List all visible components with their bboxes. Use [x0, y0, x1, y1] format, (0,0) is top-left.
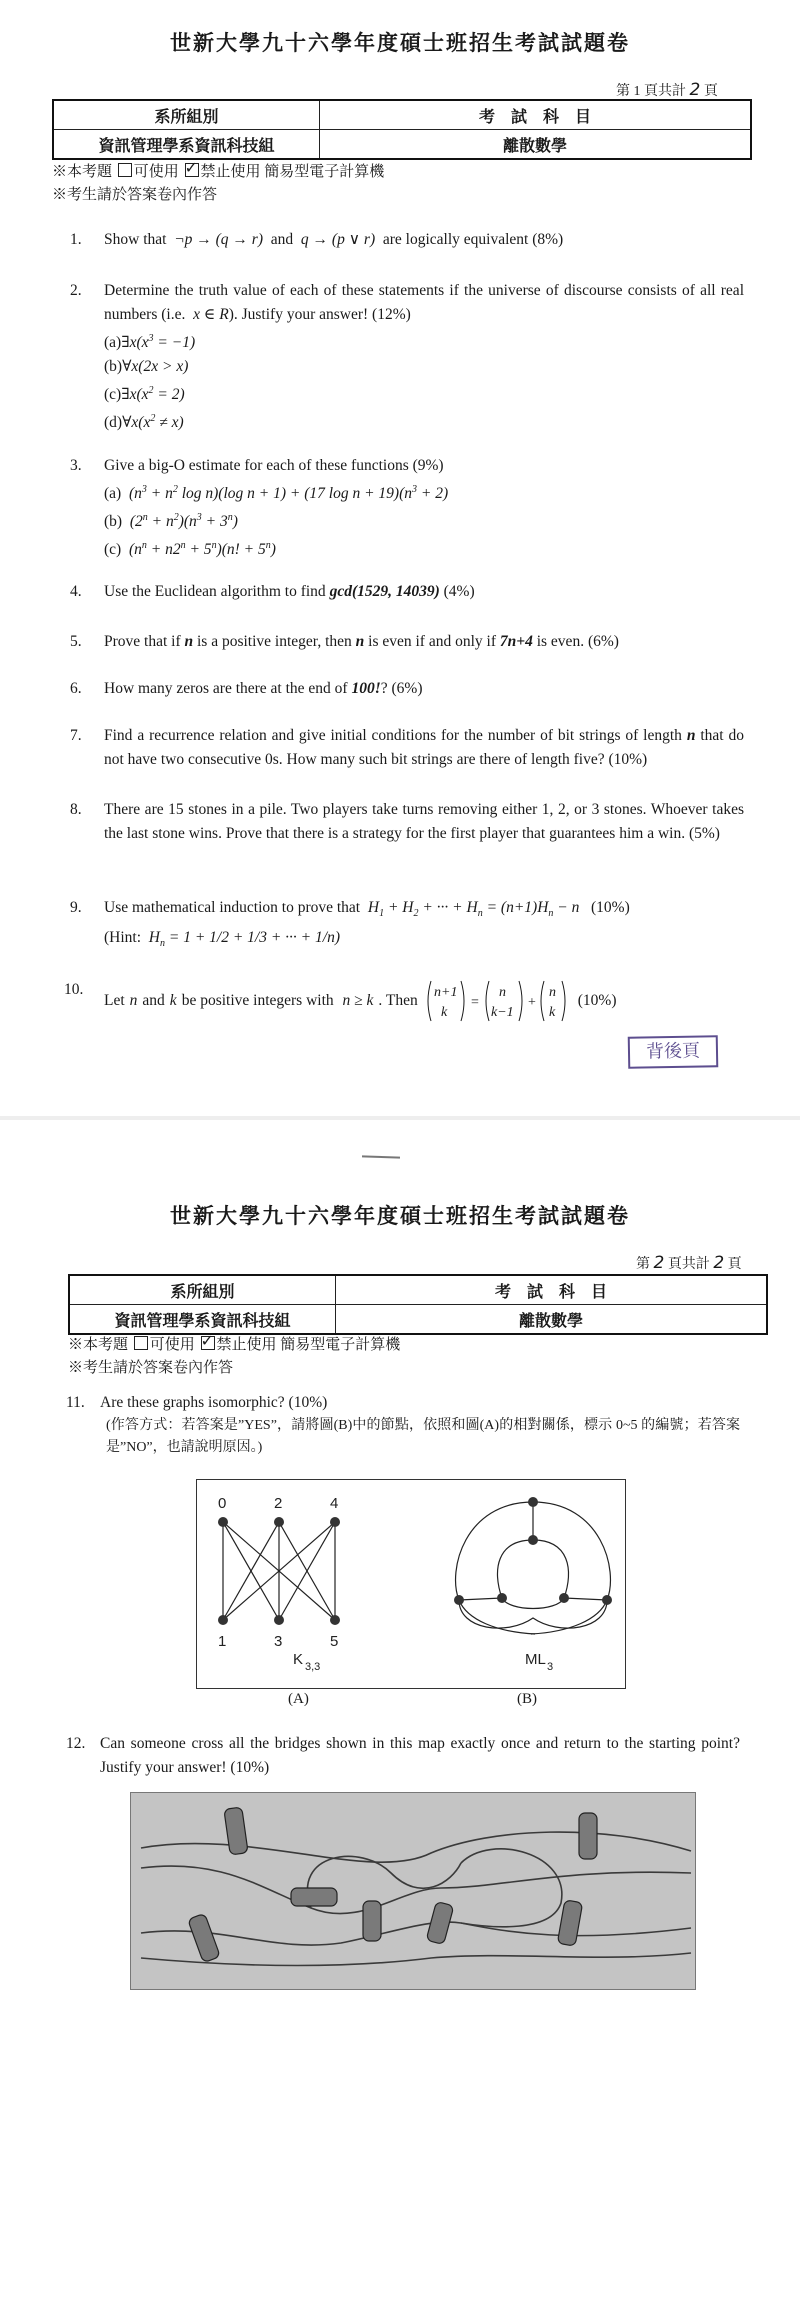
q4-points: (4%): [443, 583, 475, 600]
q1-text-b: and: [270, 231, 294, 248]
hint-label: (Hint:: [104, 929, 142, 947]
part-label: (b): [104, 513, 123, 531]
svg-text:k−1: k−1: [490, 1005, 514, 1020]
svg-text:k: k: [440, 1005, 447, 1020]
q11-text: Are these graphs isomorphic? (10%): [100, 1394, 328, 1411]
question-6: [72, 677, 744, 701]
ml3-label: ML: [525, 1651, 546, 1668]
part-label: (a): [104, 485, 122, 503]
node: [330, 1517, 340, 1527]
calculator-label: 簡易型電子計算機: [280, 1337, 401, 1353]
q7-text-b: that do not have two consecutive 0s. How many such bit strings are there of length five? (10%): [104, 727, 745, 768]
q1-text-c: are logically equivalent (8%): [382, 231, 564, 248]
answer-sheet-note: ※考生請於答案卷內作答: [52, 187, 218, 203]
department-value: 資訊管理學系資訊科技組: [53, 130, 320, 160]
exam-info-table: [68, 1274, 768, 1335]
note-prefix: ※本考題: [68, 1337, 129, 1353]
node: [218, 1615, 228, 1625]
subject-value: 離散數學: [336, 1305, 768, 1335]
exam-page-2: [0, 1120, 800, 2300]
node: [274, 1615, 284, 1625]
question-number: 6.: [70, 680, 82, 697]
part-label: (b): [104, 358, 123, 376]
part-label: (a): [104, 334, 122, 352]
node: [218, 1517, 228, 1527]
question-11: [68, 1391, 740, 1459]
node-label: 0: [218, 1495, 227, 1512]
scan-mark: [362, 1155, 400, 1158]
edge: [502, 1598, 564, 1609]
ml3-edges: [456, 1502, 611, 1634]
exam-title: 世新大學九十六學年度碩士班招生考試試題卷: [170, 31, 630, 55]
question-3: [72, 454, 744, 562]
q11-instructions: (作答方式：若答案是”YES”，請將圖(B)中的節點，依照和圖(A)的相對關係，標示 0~5 的編號；若答案是”NO”，也請說明原因。): [106, 1418, 740, 1455]
q5-expr: 7n+4: [499, 633, 533, 650]
node: [559, 1593, 569, 1603]
question-8: [72, 798, 744, 846]
q2-part-a: $(a)\exists x(x^3 = -1)$: [104, 333, 196, 352]
q10-text-d: . Then: [378, 992, 418, 1009]
allowed-checkbox: [118, 163, 132, 177]
node-label: 4: [330, 1495, 339, 1512]
page-total: 2: [689, 80, 701, 100]
q10-text-b: and: [142, 992, 165, 1009]
subject-header: 考 試 科 目: [336, 1275, 768, 1305]
forbidden-label: 禁止使用: [216, 1337, 277, 1353]
part-label: (c): [104, 541, 122, 559]
q5-var: n: [355, 633, 365, 650]
q10-text-c: be positive integers with: [181, 992, 334, 1009]
node: [454, 1595, 464, 1605]
bridge: [363, 1901, 381, 1941]
question-1: 1. Show that ¬p → (q → r) and q → (p ∨ r) are logically equivalent (8%): [72, 228, 744, 252]
node-label: 2: [274, 1495, 283, 1512]
forbidden-checkbox: [185, 163, 199, 177]
dept-header: 系所組別: [53, 100, 320, 130]
page-mid: 頁共計: [667, 1257, 710, 1272]
page-mid: 頁共計: [644, 84, 686, 99]
note-prefix: ※本考題: [52, 164, 113, 180]
page-prefix: 第: [616, 84, 630, 99]
page-number: [616, 80, 718, 100]
graphs-svg: [197, 1480, 625, 1688]
konigsberg-bridges-map: [130, 1792, 696, 1990]
q2-part-b: (b)∀x(2x > x): [104, 358, 189, 376]
svg-text:+: +: [527, 995, 536, 1010]
exam-page-1: [0, 0, 800, 1118]
q7-var: n: [686, 727, 696, 744]
edge: [497, 1540, 533, 1598]
dept-header: 系所組別: [69, 1275, 336, 1305]
edge: [459, 1600, 607, 1628]
q12-text: Can someone cross all the bridges shown in this map exactly once and return to the starting point? Justify your answer! (10%): [100, 1735, 740, 1776]
bridge: [291, 1888, 337, 1906]
node: [528, 1497, 538, 1507]
question-7: [72, 724, 744, 772]
q5-text-c: is even if and only if: [368, 633, 497, 650]
k33-subscript: 3,3: [305, 1661, 321, 1673]
answer-sheet-note: ※考生請於答案卷內作答: [68, 1360, 234, 1376]
graph-figure: [196, 1479, 626, 1689]
forbidden-label: 禁止使用: [200, 164, 261, 180]
caption-a: (A): [288, 1691, 309, 1707]
question-number: 2.: [70, 282, 82, 299]
bridge: [579, 1813, 597, 1859]
question-number: 12.: [66, 1735, 86, 1752]
svg-text:k: k: [548, 1005, 555, 1020]
q10-points: (10%): [577, 992, 617, 1009]
ml3-subscript: 3: [547, 1661, 554, 1673]
question-number: 3.: [70, 457, 82, 474]
q9-points: (10%): [591, 899, 630, 916]
calculator-label: 簡易型電子計算機: [264, 164, 385, 180]
edge: [459, 1598, 502, 1600]
q5-text-a: Prove that if: [104, 633, 181, 650]
q4-gcd: gcd(1529, 14039): [329, 583, 440, 600]
allowed-checkbox: [134, 1336, 148, 1350]
q7-text-a: Find a recurrence relation and give initial conditions for the number of bit strings of length: [104, 727, 682, 744]
exam-title: 世新大學九十六學年度碩士班招生考試試題卷: [170, 1204, 630, 1228]
question-10: 10. Let n and k be positive integers with n ≥ k . Then n+1 k = n k−1 + n k (10%): [72, 978, 744, 1024]
question-number: 4.: [70, 583, 82, 600]
q2-part-c: $(c)\exists x(x^2 = 2)$: [104, 385, 185, 404]
node-label: 5: [330, 1633, 339, 1650]
allowed-label: 可使用: [149, 1337, 195, 1353]
department-value: 資訊管理學系資訊科技組: [69, 1305, 336, 1335]
question-12: [68, 1732, 740, 1780]
k33-label: K: [293, 1651, 304, 1668]
q3-part-a: (a) ($n^3 + n^2$ log n)(log n + 1) + (17 $\log n + 19)(n^3 + 2)$: [104, 484, 449, 503]
q5-text-d: is even. (6%): [536, 633, 619, 650]
edge: [533, 1540, 569, 1598]
part-label: (c): [104, 386, 122, 404]
allowed-label: 可使用: [133, 164, 179, 180]
page-current: 2: [653, 1253, 665, 1273]
node: [497, 1593, 507, 1603]
q6-text: How many zeros are there at the end of: [104, 680, 348, 697]
node: [602, 1595, 612, 1605]
page-number: [636, 1253, 742, 1273]
q10-text-a: Let: [104, 992, 125, 1009]
q5-var: n: [184, 633, 194, 650]
node: [528, 1535, 538, 1545]
page-prefix: 第: [636, 1257, 650, 1272]
question-5: [72, 630, 744, 654]
edge: [456, 1502, 535, 1634]
exam-info-table: [52, 99, 752, 160]
k33-edges: [223, 1522, 335, 1620]
svg-text:n: n: [548, 985, 556, 1000]
page-suffix: 頁: [703, 84, 718, 99]
node-label: 3: [274, 1633, 283, 1650]
question-number: 10.: [64, 981, 84, 998]
q2-part-d: $(d)\forall x(x^2 \ne x)$: [104, 413, 184, 432]
calculator-note: [68, 1333, 400, 1354]
q6-tail: ? (6%): [380, 680, 423, 697]
q5-text-b: is a positive integer, then: [197, 633, 352, 650]
q6-factorial: 100!: [351, 680, 381, 697]
q3-part-c: (c) $(n^n + n2^n + 5^n)(n$! + $5^n$): [104, 540, 276, 559]
q3-part-b: (b) $(2^n + n^2)(n^3 + 3^n)$: [104, 512, 238, 531]
q9-text: Use mathematical induction to prove that: [104, 899, 361, 916]
q1-text-a: Show that: [104, 231, 167, 248]
q2-text-tail: ). Justify your answer! (12%): [228, 306, 411, 323]
question-number: 8.: [70, 801, 82, 818]
q2-text: Determine the truth value of each of these statements if the universe of discourse consists of all real numbers (i.e.: [104, 282, 744, 323]
q9-hint: (Hint: $H_n = 1 + 1/2 + 1/3$ + ··· + 1/n): [104, 929, 340, 950]
caption-b: (B): [517, 1691, 537, 1707]
subject-value: 離散數學: [320, 130, 752, 160]
calculator-note: [52, 160, 384, 181]
edge: [531, 1502, 610, 1634]
page-current: 1: [633, 84, 641, 99]
subject-header: 考 試 科 目: [320, 100, 752, 130]
turn-page-stamp: 背後頁: [628, 1035, 719, 1069]
page-total: 2: [713, 1253, 725, 1273]
node-label: 1: [218, 1633, 227, 1650]
svg-text:n: n: [498, 985, 506, 1000]
q8-text: There are 15 stones in a pile. Two players take turns removing either 1, 2, or 3 stones. Whoever takes the last stone wins. Prove that there is a strategy for the first player that guarantees him a win. (5%): [104, 801, 744, 842]
bridges-svg: [131, 1793, 695, 1989]
svg-text:n+1: n+1: [433, 985, 458, 1000]
node: [274, 1517, 284, 1527]
svg-text:=: =: [470, 995, 479, 1010]
page-suffix: 頁: [727, 1257, 742, 1272]
question-number: 11.: [66, 1394, 85, 1411]
part-label: (d): [104, 414, 123, 432]
question-2: 2. Determine the truth value of each of these statements if the universe of discourse consists of all real numbers (i.e. x ∈ R). Justify your answer! (12%) $(a)\exists x(x^3 = -1)$ (b)∀x(2x > x) $(c)\exists x(x^2 = 2)$ $(d)\forall x(x^2 \ne x)$: [72, 279, 744, 435]
forbidden-checkbox: [201, 1336, 215, 1350]
node: [330, 1615, 340, 1625]
question-9: 9. Use mathematical induction to prove that $H_1 + H_2$ + ··· + $H_n = (n+1)H_n - n$ (10%) (Hint: $H_n = 1 + 1/2 + 1/3$ + ··· + 1/n): [72, 896, 744, 956]
binomial-identity: [423, 978, 573, 1024]
question-4: [72, 580, 744, 604]
question-number: 9.: [70, 899, 82, 916]
question-number: 5.: [70, 633, 82, 650]
edge: [564, 1598, 607, 1600]
question-number: 1.: [70, 231, 82, 248]
q4-text-main: Use the Euclidean algorithm to find: [104, 583, 326, 600]
question-number: 7.: [70, 727, 82, 744]
q3-text: Give a big-O estimate for each of these functions (9%): [104, 457, 444, 474]
